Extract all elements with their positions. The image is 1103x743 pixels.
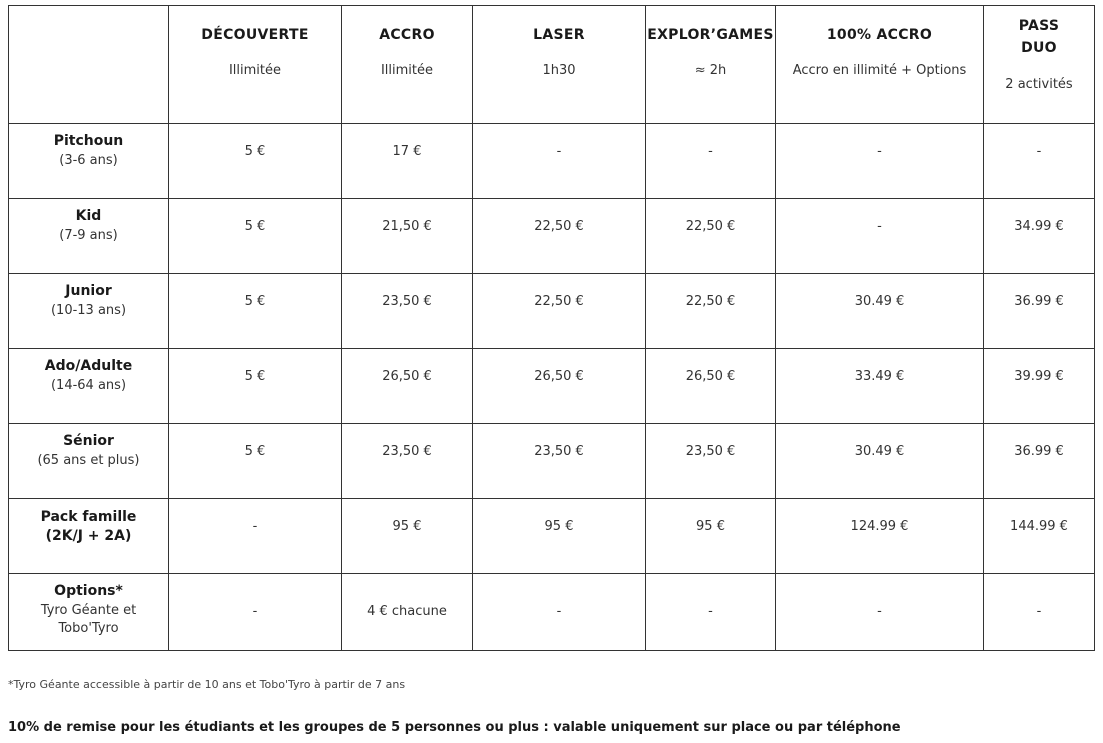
price-cell <box>169 499 342 574</box>
column-subtitle: 1h30 <box>542 63 576 78</box>
price-cell <box>169 199 342 274</box>
price-cell <box>646 424 776 499</box>
column-subtitle: Accro en illimité + Options <box>792 63 967 78</box>
price-value: 22,50 € <box>685 219 736 234</box>
price-value: 21,50 € <box>382 219 432 234</box>
price-value: - <box>877 604 882 619</box>
row-name: Ado/Adulte <box>44 358 133 374</box>
column-title: EXPLOR’GAMES <box>647 27 774 43</box>
price-cell <box>473 424 646 499</box>
discount-notice: 10% de remise pour les étudiants et les groupes de 5 personnes ou plus : valable uniquement sur place ou par téléphone <box>8 720 901 735</box>
price-value: - <box>708 144 713 159</box>
price-value: - <box>1036 144 1042 159</box>
price-cell <box>984 124 1095 199</box>
price-cell <box>473 124 646 199</box>
row-header <box>9 574 169 651</box>
price-value: - <box>1036 604 1042 619</box>
row-age-line-2: Tobo'Tyro <box>58 621 119 636</box>
price-value: 5 € <box>244 444 266 459</box>
row-name: Sénior <box>63 433 114 449</box>
row-age-line-1: Tyro Géante et <box>40 603 137 618</box>
price-value: 23,50 € <box>685 444 736 459</box>
price-cell <box>646 199 776 274</box>
price-cell <box>776 274 984 349</box>
price-value: - <box>252 604 258 619</box>
table-row <box>9 574 1095 651</box>
column-title: 100% ACCRO <box>826 27 933 43</box>
price-value: 23,50 € <box>382 294 432 309</box>
price-value: 30.49 € <box>854 444 905 459</box>
row-header <box>9 124 169 199</box>
row-name: Options* <box>54 583 123 599</box>
price-value: 26,50 € <box>382 369 432 384</box>
table-row <box>9 124 1095 199</box>
price-cell <box>776 349 984 424</box>
column-header-100-accro <box>776 6 984 124</box>
price-cell <box>984 274 1095 349</box>
price-value: - <box>252 519 258 534</box>
price-cell <box>646 574 776 651</box>
price-cell <box>984 574 1095 651</box>
row-name: Pitchoun <box>53 133 124 149</box>
price-cell <box>342 124 473 199</box>
price-value: 17 € <box>392 144 422 159</box>
price-value: - <box>708 604 713 619</box>
price-value: 26,50 € <box>534 369 584 384</box>
price-value: 33.49 € <box>854 369 905 384</box>
column-header-decouverte <box>169 6 342 124</box>
price-cell <box>646 124 776 199</box>
column-title <box>984 15 1094 59</box>
column-title: DÉCOUVERTE <box>201 27 309 43</box>
price-cell <box>984 199 1095 274</box>
price-value: - <box>556 604 562 619</box>
column-subtitle: ≈ 2h <box>694 63 727 78</box>
row-age <box>9 602 168 638</box>
price-cell <box>342 199 473 274</box>
column-title-line-1: PASS <box>1018 18 1060 34</box>
price-cell <box>169 274 342 349</box>
row-header <box>9 274 169 349</box>
price-cell <box>169 124 342 199</box>
row-name <box>9 508 168 546</box>
price-cell <box>646 274 776 349</box>
price-cell <box>473 574 646 651</box>
price-value: - <box>877 144 882 159</box>
price-cell <box>984 499 1095 574</box>
column-subtitle: 2 activités <box>1005 77 1073 92</box>
row-header <box>9 424 169 499</box>
price-cell <box>473 199 646 274</box>
column-header-accro <box>342 6 473 124</box>
row-age: (7-9 ans) <box>59 228 118 243</box>
column-title: LASER <box>533 27 585 43</box>
price-cell <box>646 499 776 574</box>
row-name: Junior <box>65 283 112 299</box>
price-cell <box>342 574 473 651</box>
price-value: 26,50 € <box>685 369 736 384</box>
price-value: 22,50 € <box>685 294 736 309</box>
row-age: (10-13 ans) <box>50 303 127 318</box>
price-value: 4 € chacune <box>367 604 447 619</box>
column-header-laser <box>473 6 646 124</box>
price-cell <box>342 274 473 349</box>
table-row <box>9 274 1095 349</box>
row-name-line-2: (2K/J + 2A) <box>45 528 132 544</box>
price-value: 144.99 € <box>1010 519 1068 534</box>
price-value: 39.99 € <box>1014 369 1064 384</box>
price-cell <box>169 424 342 499</box>
price-cell <box>776 499 984 574</box>
table-row <box>9 199 1095 274</box>
price-cell <box>473 349 646 424</box>
price-cell <box>169 349 342 424</box>
table-row <box>9 499 1095 574</box>
row-age: (65 ans et plus) <box>37 453 140 468</box>
price-value: 22,50 € <box>534 219 584 234</box>
row-name-line-1: Pack famille <box>40 509 137 525</box>
price-value: 23,50 € <box>534 444 584 459</box>
price-cell <box>776 199 984 274</box>
row-header <box>9 199 169 274</box>
footnote: *Tyro Géante accessible à partir de 10 ans et Tobo'Tyro à partir de 7 ans <box>8 678 406 691</box>
row-age: (3-6 ans) <box>59 153 118 168</box>
price-value: - <box>877 219 882 234</box>
row-header <box>9 499 169 574</box>
price-value: - <box>556 144 562 159</box>
price-cell <box>776 124 984 199</box>
price-cell <box>984 424 1095 499</box>
price-value: 36.99 € <box>1014 444 1064 459</box>
price-value: 95 € <box>544 519 574 534</box>
price-value: 95 € <box>696 519 725 534</box>
price-cell <box>342 424 473 499</box>
column-title-line-2: DUO <box>1021 40 1057 56</box>
price-value: 5 € <box>244 294 266 309</box>
price-cell <box>342 499 473 574</box>
column-header-explorgames <box>646 6 776 124</box>
column-title: ACCRO <box>379 27 435 43</box>
column-header-pass-duo <box>984 6 1095 124</box>
row-age: (14-64 ans) <box>50 378 127 393</box>
price-cell <box>984 349 1095 424</box>
price-value: 30.49 € <box>854 294 905 309</box>
price-cell <box>776 574 984 651</box>
price-cell <box>342 349 473 424</box>
price-value: 5 € <box>244 369 266 384</box>
price-value: 5 € <box>244 144 266 159</box>
price-value: 95 € <box>392 519 422 534</box>
price-cell <box>776 424 984 499</box>
price-cell <box>473 274 646 349</box>
row-name: Kid <box>75 208 102 224</box>
price-value: 5 € <box>244 219 266 234</box>
price-cell <box>169 574 342 651</box>
price-value: 124.99 € <box>850 519 909 534</box>
corner-cell <box>9 6 169 124</box>
column-subtitle: Illimitée <box>380 63 434 78</box>
price-value: 22,50 € <box>534 294 584 309</box>
row-header <box>9 349 169 424</box>
price-value: 36.99 € <box>1014 294 1064 309</box>
price-value: 34.99 € <box>1014 219 1064 234</box>
price-cell <box>646 349 776 424</box>
column-subtitle: Illimitée <box>228 63 282 78</box>
price-cell <box>473 499 646 574</box>
price-table <box>8 5 1095 651</box>
header-row <box>9 6 1095 124</box>
table-row <box>9 349 1095 424</box>
price-value: 23,50 € <box>382 444 432 459</box>
table-row <box>9 424 1095 499</box>
